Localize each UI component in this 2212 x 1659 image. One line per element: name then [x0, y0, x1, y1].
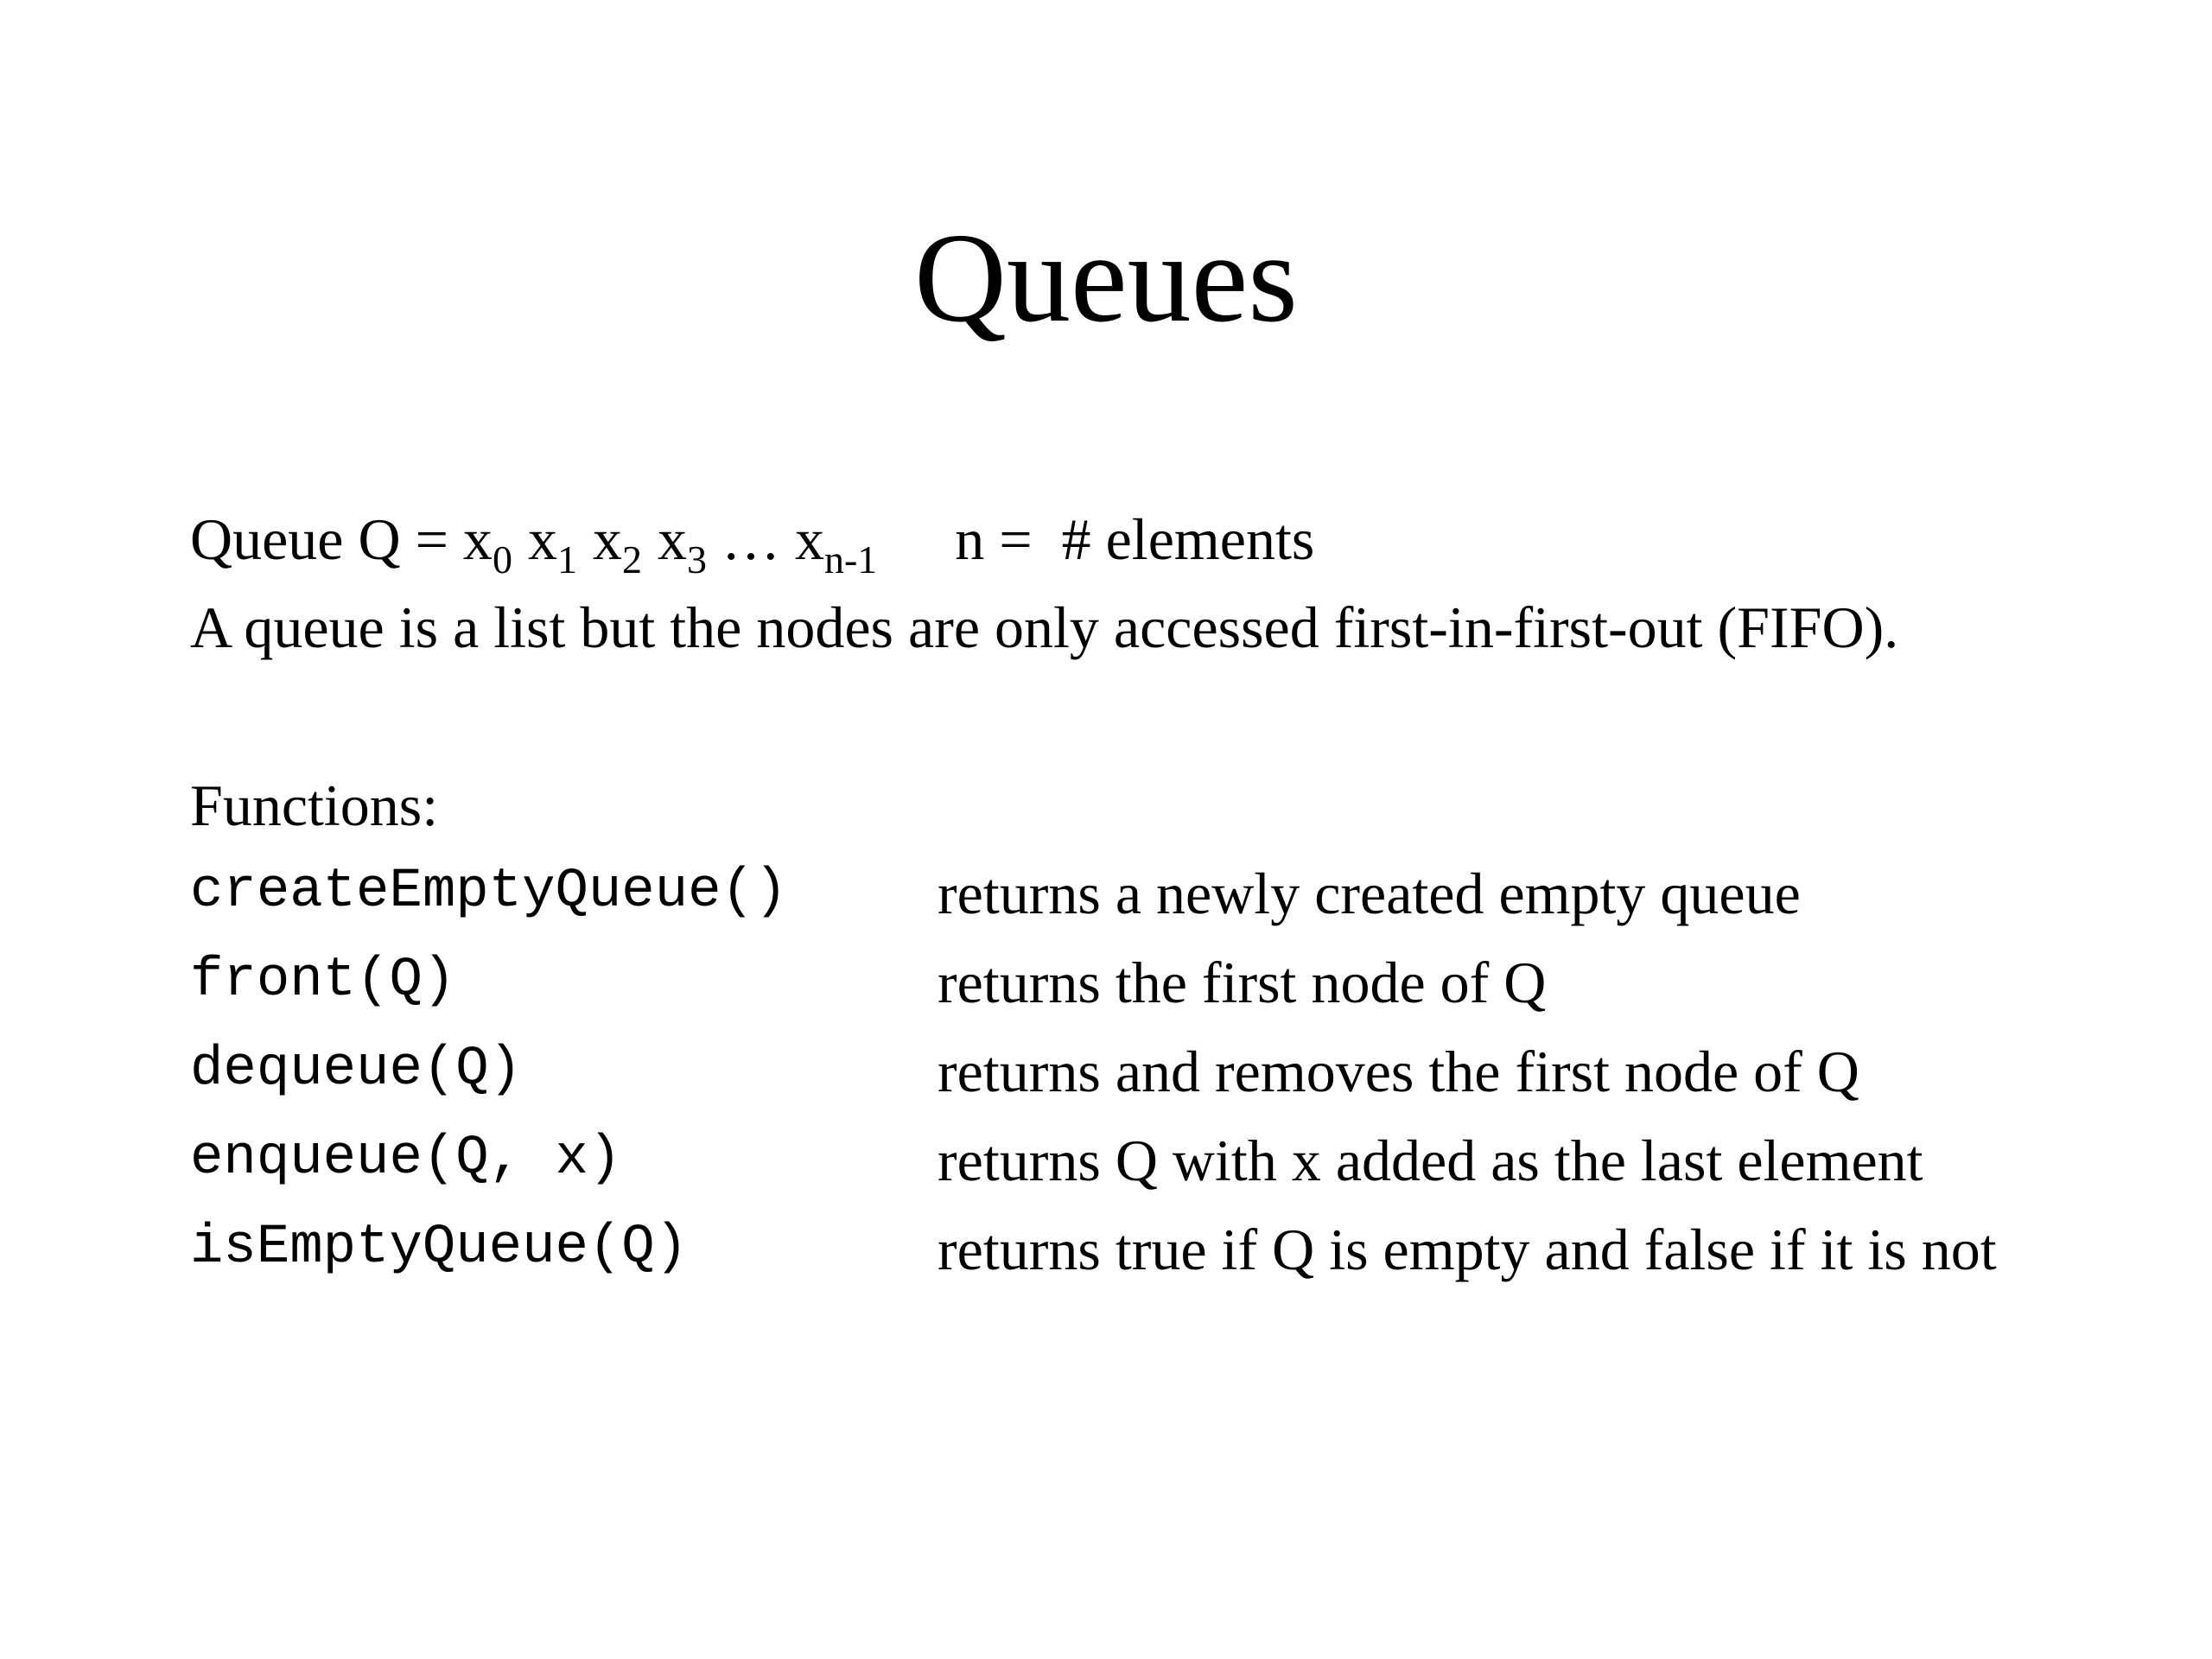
function-code: dequeue(Q) [190, 1039, 523, 1101]
element-x3: x [657, 506, 687, 572]
function-description: returns Q with x added as the last element [938, 1128, 1923, 1193]
subscript-3: 3 [686, 537, 707, 582]
function-description: returns the first node of Q [938, 950, 1547, 1015]
subscript-0: 0 [492, 537, 512, 582]
ellipsis-xn: … x [721, 506, 824, 572]
queue-description: A queue is a list but the nodes are only accessed first-in-first-out (FIFO). [190, 594, 1899, 660]
element-x1: x [527, 506, 557, 572]
function-row [190, 950, 2177, 1022]
function-code: createEmptyQueue() [190, 861, 788, 923]
functions-heading: Functions: [190, 772, 439, 838]
function-code: front(Q) [190, 950, 456, 1012]
function-row [190, 1217, 2177, 1289]
subscript-1: 1 [556, 537, 577, 582]
definition-prefix: Queue Q = x [190, 506, 493, 572]
subscript-n-1: n-1 [823, 537, 878, 582]
function-description: returns true if Q is empty and false if it is not [938, 1217, 1997, 1282]
function-code: enqueue(Q, x) [190, 1128, 622, 1190]
subscript-2: 2 [621, 537, 642, 582]
function-row [190, 1128, 2177, 1200]
function-code: isEmptyQueue(Q) [190, 1217, 689, 1279]
element-count-label: n = # elements [955, 506, 1315, 572]
function-row [190, 1039, 2177, 1111]
element-x2: x [592, 506, 622, 572]
function-description: returns a newly created empty queue [938, 861, 1801, 926]
slide-title: Queues [914, 207, 1298, 349]
function-row [190, 861, 2177, 933]
function-description: returns and removes the first node of Q [938, 1039, 1859, 1104]
queue-definition [190, 506, 1315, 582]
